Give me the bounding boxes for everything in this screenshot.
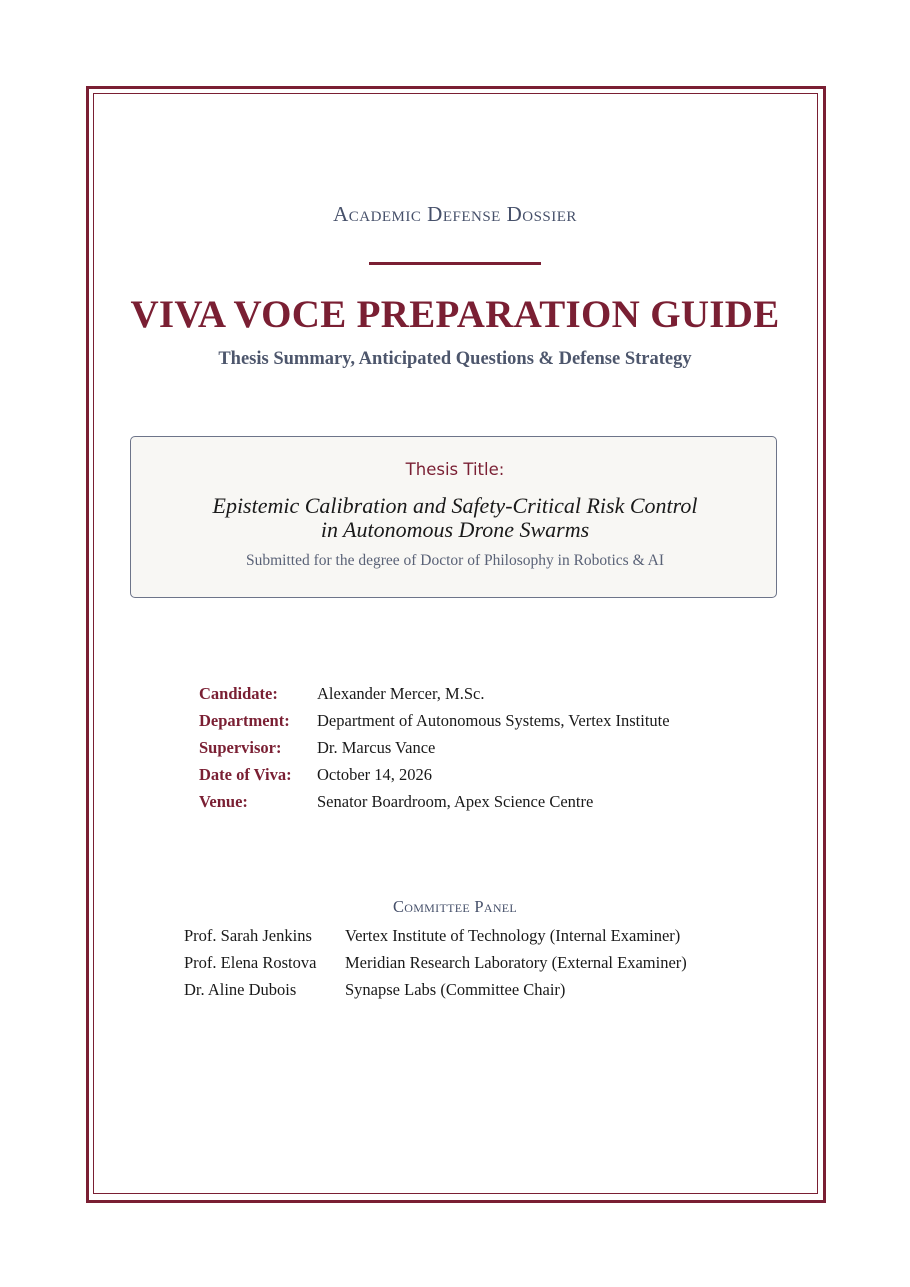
member-name: Dr. Aline Dubois <box>184 979 297 999</box>
detail-value: Dr. Marcus Vance <box>317 737 436 757</box>
detail-label: Candidate: <box>199 683 278 703</box>
page-border-inner <box>93 93 818 1194</box>
thesis-title-line-2: in Autonomous Drone Swarms <box>320 517 590 542</box>
detail-label: Supervisor: <box>199 737 282 757</box>
page-subtitle: Thesis Summary, Anticipated Questions & Defense Strategy <box>218 349 692 369</box>
committee-member <box>184 949 687 976</box>
detail-label: Date of Viva: <box>199 764 292 784</box>
committee-member <box>184 922 687 949</box>
member-role: Synapse Labs (Committee Chair) <box>345 979 566 999</box>
detail-label: Department: <box>199 710 290 730</box>
detail-value: Senator Boardroom, Apex Science Centre <box>317 791 594 811</box>
detail-label: Venue: <box>199 791 248 811</box>
detail-row-department <box>199 707 670 734</box>
detail-value: October 14, 2026 <box>317 764 433 784</box>
member-role: Vertex Institute of Technology (Internal Examiner) <box>345 925 681 945</box>
candidate-details <box>199 680 670 815</box>
degree-note: Submitted for the degree of Doctor of Philosophy in Robotics & AI <box>245 552 664 569</box>
committee-heading: Committee Panel <box>392 897 518 916</box>
member-name: Prof. Sarah Jenkins <box>184 925 312 945</box>
thesis-title-line-1: Epistemic Calibration and Safety-Critical Risk Control <box>212 493 698 518</box>
detail-value: Alexander Mercer, M.Sc. <box>317 683 485 703</box>
page-title: VIVA VOCE PREPARATION GUIDE <box>130 293 780 336</box>
committee-member <box>184 976 687 1003</box>
title-divider <box>369 262 541 265</box>
detail-row-candidate <box>199 680 670 707</box>
thesis-title <box>0 494 910 542</box>
member-role: Meridian Research Laboratory (External Examiner) <box>345 952 687 972</box>
detail-value: Department of Autonomous Systems, Vertex Institute <box>317 710 670 730</box>
detail-row-supervisor <box>199 734 670 761</box>
thesis-label: Thesis Title: <box>405 460 505 479</box>
detail-row-date <box>199 761 670 788</box>
member-name: Prof. Elena Rostova <box>184 952 317 972</box>
dossier-label: Academic Defense Dossier <box>333 202 577 226</box>
detail-row-venue <box>199 788 670 815</box>
committee-panel <box>184 922 687 1003</box>
